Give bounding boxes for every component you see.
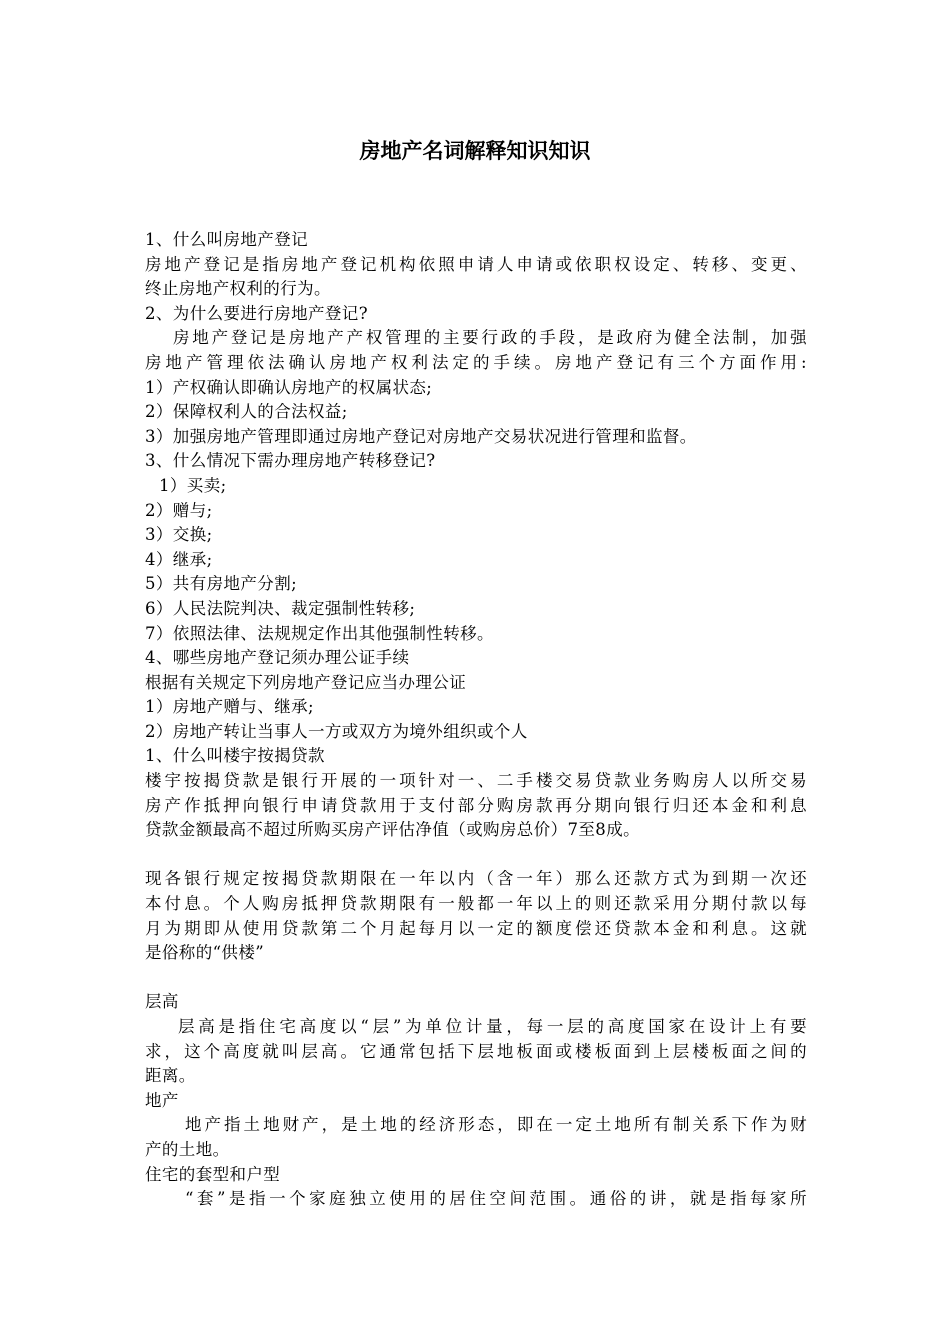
list-item: 2）房地产转让当事人一方或双方为境外组织或个人 [145, 721, 528, 741]
paragraph-line: 是俗称的“供楼” [145, 943, 265, 963]
paragraph-line: 房地产登记是房地产产权管理的主要行政的手段，是政府为健全法制，加强 [173, 328, 807, 348]
paragraph-line: 现各银行规定按揭贷款期限在一年以内（含一年）那么还款方式为到期一次还 [145, 869, 807, 889]
document-body [145, 228, 807, 1212]
list-item: 7）依照法律、法规规定作出其他强制性转移。 [145, 623, 494, 643]
paragraph-line: 地产指土地财产，是土地的经济形态，即在一定土地所有制关系下作为财 [185, 1115, 807, 1135]
list-item: 1）买卖; [159, 475, 227, 495]
list-item: 4）继承; [145, 549, 213, 569]
list-item: 2）保障权利人的合法权益; [145, 402, 348, 422]
heading-4: 4、哪些房地产登记须办理公证手续 [145, 648, 410, 668]
paragraph-line: 本付息。个人购房抵押贷款期限有一般都一年以上的则还款采用分期付款以每 [145, 894, 807, 914]
heading-2: 2、为什么要进行房地产登记? [145, 303, 368, 323]
list-item: 6）人民法院判决、裁定强制性转移; [145, 598, 416, 618]
heading-land-property: 地产 [145, 1090, 179, 1110]
paragraph-line: 距离。 [145, 1066, 196, 1086]
paragraph-line: 求，这个高度就叫层高。它通常包括下层地板面或楼板面到上层楼板面之间的 [145, 1041, 807, 1061]
paragraph-line: 房产作抵押向银行申请贷款用于支付部分购房款再分期向银行归还本金和利息 [145, 795, 807, 815]
list-item: 2）赠与; [145, 500, 213, 520]
blank-line [145, 843, 807, 868]
list-item: 3）交换; [145, 525, 213, 545]
heading-unit-type: 住宅的套型和户型 [145, 1164, 281, 1184]
paragraph-line: 产的土地。 [145, 1139, 230, 1159]
heading-1: 1、什么叫房地产登记 [145, 230, 308, 249]
list-item: 3）加强房地产管理即通过房地产登记对房地产交易状况进行管理和监督。 [145, 426, 697, 446]
list-item: 5）共有房地产分割; [145, 574, 298, 594]
paragraph-line: 根据有关规定下列房地产登记应当办理公证 [145, 672, 467, 692]
list-item: 1）产权确认即确认房地产的权属状态; [145, 377, 433, 397]
paragraph-line: 楼宇按揭贷款是银行开展的一项针对一、二手楼交易贷款业务购房人以所交易 [145, 771, 807, 791]
paragraph-line: “套”是指一个家庭独立使用的居住空间范围。通俗的讲，就是指每家所 [185, 1189, 807, 1209]
heading-floor-height: 层高 [145, 992, 179, 1012]
heading-loan: 1、什么叫楼宇按揭贷款 [145, 746, 325, 766]
paragraph-line: 层高是指住宅高度以“层”为单位计量，每一层的高度国家在设计上有要 [178, 1017, 807, 1036]
list-item: 1）房地产赠与、继承; [145, 697, 314, 717]
document-title: 房地产名词解释知识知识 [359, 139, 591, 163]
heading-3: 3、什么情况下需办理房地产转移登记? [145, 451, 436, 471]
paragraph-line: 贷款金额最高不超过所购买房产评估净值（或购房总价）7至8成。 [145, 820, 640, 840]
paragraph-line: 终止房地产权利的行为。 [145, 279, 331, 299]
blank-line [145, 966, 807, 991]
paragraph-line: 房地产登记是指房地产登记机构依照申请人申请或依职权设定、转移、变更、 [145, 254, 807, 274]
paragraph-line: 月为期即从使用贷款第二个月起每月以一定的额度偿还贷款本金和利息。这就 [145, 918, 807, 938]
paragraph-line: 房地产管理依法确认房地产权利法定的手续。房地产登记有三个方面作用: [145, 352, 807, 372]
